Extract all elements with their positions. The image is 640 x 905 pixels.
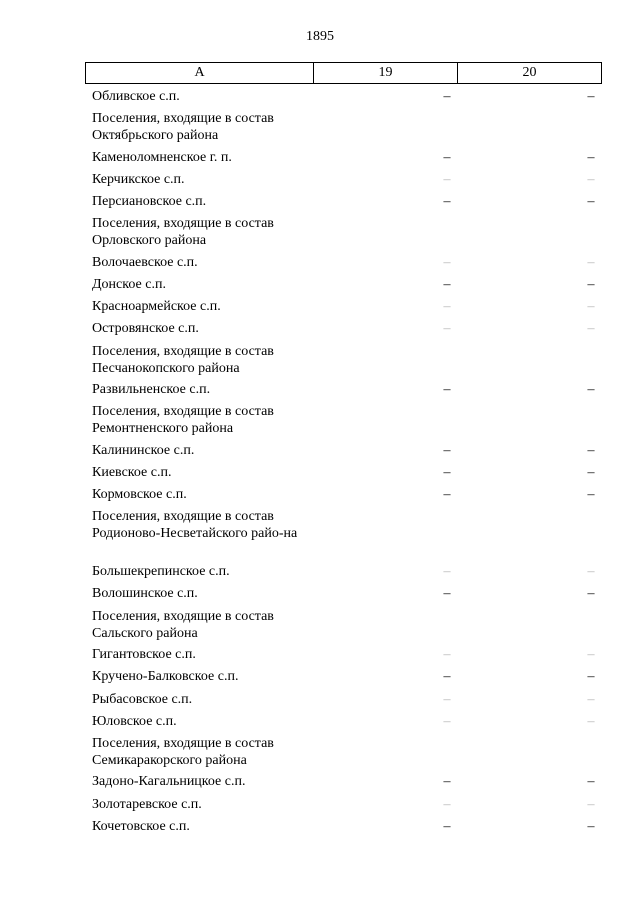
table-row (0, 773, 640, 795)
table-row (0, 563, 640, 585)
value-col-19: – (443, 321, 451, 337)
settlement-name: Красноармейское с.п. (92, 299, 221, 315)
table-row (0, 608, 640, 647)
value-col-20: – (587, 149, 595, 165)
settlement-name: Юловское с.п. (92, 713, 177, 729)
settlement-name: Кручено-Балковское с.п. (92, 669, 239, 685)
value-col-20: – (587, 254, 595, 270)
table-row (0, 88, 640, 110)
settlement-name: Задоно-Кагальницкое с.п. (92, 774, 246, 790)
value-col-20: – (587, 89, 595, 104)
settlement-name: Кочетовское с.п. (92, 818, 190, 834)
value-col-20: – (587, 818, 595, 834)
settlement-name: Волошинское с.п. (92, 586, 198, 602)
value-col-19: – (443, 647, 451, 663)
district-heading: Поселения, входящие в состав Октябрьского района (92, 111, 274, 144)
value-col-19: – (443, 299, 451, 315)
district-heading: Поселения, входящие в состав Семикаракорского района (92, 735, 274, 768)
value-col-19: – (443, 194, 451, 210)
table-row (0, 149, 640, 171)
table-body (0, 88, 640, 840)
settlement-name: Развильненское с.п. (92, 382, 211, 397)
value-col-20: – (587, 171, 595, 187)
settlement-name: Кормовское с.п. (92, 487, 187, 503)
value-col-19: – (443, 149, 451, 165)
value-col-19: – (443, 564, 451, 580)
settlement-name: Калининское с.п. (92, 442, 195, 458)
header-col-a: А (86, 63, 314, 84)
value-col-19: – (443, 487, 451, 503)
value-col-20: – (587, 774, 595, 790)
value-col-20: – (587, 299, 595, 315)
settlement-name: Островянское с.п. (92, 321, 199, 337)
value-col-20: – (587, 647, 595, 663)
value-col-19: – (443, 691, 451, 707)
value-col-19: – (443, 464, 451, 480)
settlement-name: Волочаевское с.п. (92, 254, 198, 270)
page-number: 1895 (306, 29, 334, 44)
value-col-19: – (443, 254, 451, 270)
value-col-19: – (443, 774, 451, 790)
header-col-20: 20 (458, 63, 602, 84)
table-row (0, 508, 640, 563)
value-col-19: – (443, 382, 451, 397)
table-header (85, 62, 602, 84)
value-col-20: – (587, 194, 595, 210)
table-row (0, 464, 640, 486)
value-col-19: – (443, 171, 451, 187)
district-heading: Поселения, входящие в состав Ремонтненского района (92, 404, 274, 437)
settlement-name: Персиановское с.п. (92, 194, 207, 210)
settlement-name: Золотаревское с.п. (92, 796, 202, 812)
table-row (0, 276, 640, 298)
header-col-19: 19 (314, 63, 458, 84)
table-row (0, 735, 640, 774)
value-col-20: – (587, 442, 595, 458)
table-row (0, 486, 640, 508)
district-heading: Поселения, входящие в состав Сальского района (92, 608, 274, 641)
settlement-name: Большекрепинское с.п. (92, 564, 230, 580)
value-col-20: – (587, 713, 595, 729)
value-col-20: – (587, 586, 595, 602)
table-row (0, 668, 640, 690)
table-row (0, 646, 640, 668)
district-heading: Поселения, входящие в состав Орловского района (92, 216, 274, 249)
table-row (0, 171, 640, 193)
table-row (0, 713, 640, 735)
table-row (0, 320, 640, 342)
district-heading: Поселения, входящие в состав Песчанокопского района (92, 343, 274, 376)
value-col-20: – (587, 382, 595, 397)
table-row (0, 403, 640, 442)
table-row (0, 691, 640, 713)
value-col-19: – (443, 713, 451, 729)
table-row (0, 254, 640, 276)
table-row (0, 110, 640, 149)
value-col-20: – (587, 564, 595, 580)
value-col-20: – (587, 669, 595, 685)
table-row (0, 343, 640, 382)
settlement-name: Рыбасовское с.п. (92, 691, 193, 707)
value-col-19: – (443, 89, 451, 104)
value-col-20: – (587, 321, 595, 337)
value-col-19: – (443, 586, 451, 602)
value-col-19: – (443, 442, 451, 458)
value-col-19: – (443, 669, 451, 685)
value-col-20: – (587, 796, 595, 812)
value-col-20: – (587, 464, 595, 480)
value-col-20: – (587, 487, 595, 503)
value-col-20: – (587, 276, 595, 292)
settlement-name: Гигантовское с.п. (92, 647, 196, 663)
value-col-20: – (587, 691, 595, 707)
value-col-19: – (443, 276, 451, 292)
value-col-19: – (443, 796, 451, 812)
table-row (0, 215, 640, 254)
table-row (0, 381, 640, 403)
settlement-name: Обливское с.п. (92, 89, 180, 104)
settlement-name: Киевское с.п. (92, 464, 172, 480)
settlement-name: Донское с.п. (92, 276, 166, 292)
table-row (0, 818, 640, 840)
table-row (0, 193, 640, 215)
table-row (0, 796, 640, 818)
table-row (0, 298, 640, 320)
table-row (0, 442, 640, 464)
table-row (0, 585, 640, 607)
district-heading: Поселения, входящие в состав Родионово-Несветайского райо-на (92, 509, 298, 542)
settlement-name: Керчикское с.п. (92, 171, 185, 187)
value-col-19: – (443, 818, 451, 834)
settlement-name: Каменоломненское г. п. (92, 149, 232, 165)
